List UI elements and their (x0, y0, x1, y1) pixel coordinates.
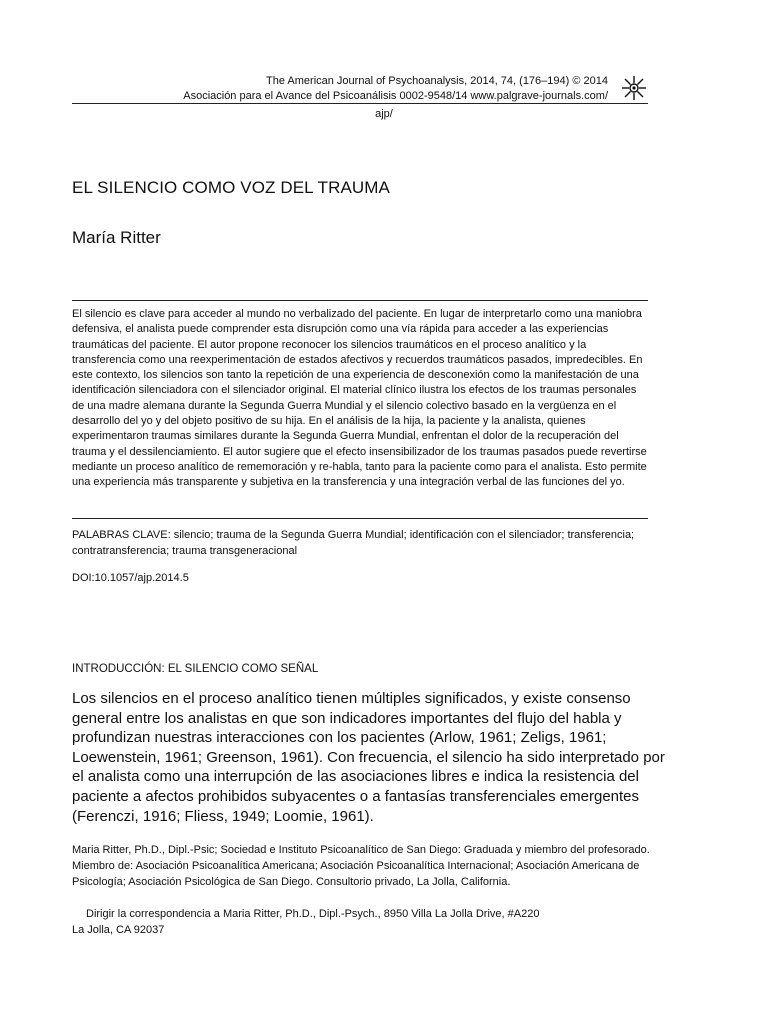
journal-citation: The American Journal of Psychoanalysis, 2014, 74, (176–194) © 2014 (266, 75, 608, 87)
doi: DOI:10.1057/ajp.2014.5 (72, 572, 189, 584)
article-author: María Ritter (72, 228, 161, 247)
abstract-top-rule (72, 300, 648, 301)
section-body-paragraph: Los silencios en el proceso analítico tienen múltiples significados, y existe consenso general entre los analistas en que son indicadores importantes del flujo del habla y profundizan nuestras interacciones con los pacientes (Arlow, 1961; Zeligs, 1961; Loewenstein, 1961; Greenson, 1961). Con frecuencia, el silencio ha sido interpretado por el analista como una interrupción de las asociaciones libres e indica la resistencia del paciente a afectos prohibidos subyacentes o a fantasías transferenciales emergentes (Ferenczi, 1916; Fliess, 1949; Loomie, 1961). (72, 690, 665, 825)
article-title: EL SILENCIO COMO VOZ DEL TRAUMA (72, 178, 390, 197)
keywords: PALABRAS CLAVE: silencio; trauma de la Segunda Guerra Mundial; identificación con el silenciador; transferencia; contratransferencia; trauma transgeneracional (72, 529, 635, 557)
palgrave-logo-icon (621, 75, 647, 101)
header-rule (72, 103, 648, 104)
author-affiliation-footnote: Maria Ritter, Ph.D., Dipl.-Psic; Sociedad e Instituto Psicoanalítico de San Diego: Graduada y miembro del profesorado. Miembro de: Asociación Psicoanalítica Americana; Asociación Psicoanalítica Internacional; Asociación Americana de Psicología; Asociación Psicológica de San Diego. Consultorio privado, La Jolla, California. (72, 844, 650, 888)
abstract-bottom-rule (72, 518, 648, 519)
correspondence-address: Dirigir la correspondencia a Maria Ritter, Ph.D., Dipl.-Psych., 8950 Villa La Jolla Drive, #A220 (86, 908, 540, 920)
abstract-text: El silencio es clave para acceder al mundo no verbalizado del paciente. En lugar de interpretarlo como una maniobra defensiva, el analista puede comprender esta disrupción como una vía rápida para acceder a las experiencias traumáticas del paciente. El autor propone reconocer los silencios traumáticos en el proceso analítico y la transferencia como una reexperimentación de estados afectivos y recuerdos traumáticos pasados, impredecibles. En este contexto, los silencios son tanto la repetición de una experiencia de desconexión como la manifestación de una identificación silenciadora con el silenciador original. El material clínico ilustra los efectos de los traumas personales de una madre alemana durante la Segunda Guerra Mundial y el silencio colectivo basado en la vergüenza en el desarrollo del yo y del objeto positivo de su hija. En el análisis de la hija, la paciente y la analista, quienes experimentaron traumas similares durante la Segunda Guerra Mundial, enfrentan el dolor de la recuperación del trauma y el dessilenciamiento. El autor sugiere que el efecto insensibilizador de los traumas pasados puede revertirse mediante un proceso analítico de rememoración y re-habla, tanto para la paciente como para el analista. Esto permite una experiencia más transparente y subjetiva en la transferencia y una integración verbal de las funciones del yo. (72, 308, 647, 489)
publisher-line: Asociación para el Avance del Psicoanálisis 0002-9548/14 www.palgrave-journals.com/ (183, 90, 608, 102)
correspondence-block (72, 906, 652, 938)
publisher-url-tail: ajp/ (375, 108, 393, 120)
section-heading: INTRODUCCIÓN: EL SILENCIO COMO SEÑAL (72, 663, 319, 675)
correspondence-city: La Jolla, CA 92037 (72, 924, 165, 936)
